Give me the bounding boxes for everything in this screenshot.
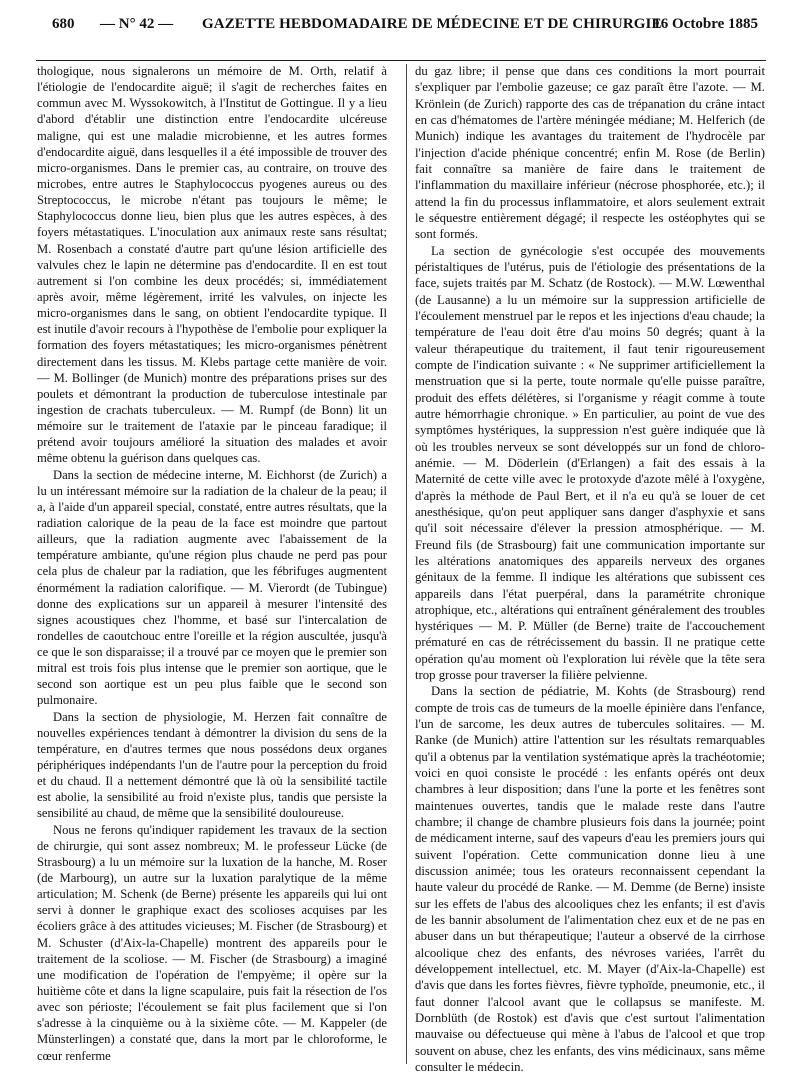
page-number: 680 <box>52 16 75 32</box>
paragraph: du gaz libre; il pense que dans ces conditions la mort pourrait s'expliquer par l'embolie gazeuse; ce gaz paraît être l'azote. — M. Krönlein (de Zurich) rapporte des cas de trépanation du crâne intact en cas d'hématomes de l'artère méningée médiane; M. Helferich (de Munich) indique les avantages du traitement de l'hydrocèle par l'injection d'acide phénique concentré; enfin M. Rose (de Berlin) fait connaître sa manière de faire dans le traitement de l'inflammation du maxillaire inférieur (nécrose phosphorée, etc.); il attend la fin du processus inflammatoire, et alors seulement extrait le séquestre entièrement dégagé; il respecte les ostéophytes qui se sont formés. <box>415 64 765 242</box>
paragraph: Nous ne ferons qu'indiquer rapidement les travaux de la section de chirurgie, qui sont assez nombreux; M. le professeur Lücke (de Strasbourg) a lu un mémoire sur la luxation de la hanche, M. Roser (de Marbourg), un autre sur la luxation paralytique de la même articulation; M. Schenk (de Berne) présente les appareils qui lui ont servi à donner le graphique exact des scolioses acquises par les écoliers grâce à des attitudes vicieuses; M. Fischer (de Strasbourg) et M. Schuster (d'Aix-la-Chapelle) montrent des appareils pour le traitement de la scoliose. — M. Fischer (de Strasbourg) a imaginé une modification de l'opération de l'empyème; il opère sur la huitième côte et dans la ligne scapulaire, puis fait la résection de l'os avec son périoste; l'écoulement se fait plus facilement que si l'on s'adresse à la cinquième ou à la sixième côte. — M. Kappeler (de Münsterlingen) a constaté que, dans la mort par le chloroforme, le cœur renferme <box>37 822 387 1063</box>
paragraph: La section de gynécologie s'est occupée des mouvements péristaltiques de l'utérus, puis de l'étiologie des présentations de la face, sujets traités par M. Schatz (de Rostock). — M.W. Lœwenthal (de Lausanne) a lu un mémoire sur la suppression artificielle de l'écoulement menstruel par le repos et les injections d'eau chaude; la température de l'eau doit être d'au moins 50 degrés; quant à la valeur thérapeutique du traitement, il faut tenir rigoureusement compte de l'indication suivante : « Ne supprimer artificiellement la menstruation que si la perte, toute normale qu'elle puisse paraître, produit des effets délétères, si l'organisme y réagit comme à toute autre hémorrhagie chronique. » En particulier, au point de vue des symptômes hystériques, la suppression n'est guère indiquée que là où les troubles nerveux se sont développés sur un fond de chloro-anémie. — M. Döderlein (d'Erlangen) a fait des essais à la Maternité de cette ville avec le protoxyde d'azote mêlé à l'oxygène, d'après la méthode de Paul Bert, et il n'a eu qu'à se louer de cet anesthésique, qu'on peut appliquer sans danger d'asphyxie et sans qu'il soit nécessaire d'élever la pression atmosphérique. — M. Freund fils (de Strasbourg) fait une communication importante sur les altérations anatomiques des appareils nerveux des organes génitaux de la femme. Il indique les altérations que subissent ces appareils dans l'état puerpéral, dans la paramétrite chronique atrophique, etc., altérations qui entraînent généralement des troubles hystériques — M. P. Müller (de Berne) traite de l'accouchement prématuré en cas de rétrécissement du bassin. Il ne pratique cette opération qu'au moment où l'exploration lui révèle que la tête sera trop grosse pour traverser la filière pelvienne. <box>415 243 765 683</box>
right-column <box>415 63 765 1075</box>
paragraph: Dans la section de physiologie, M. Herzen fait connaître de nouvelles expériences tendant à démontrer la division du sens de la température, en d'autres termes que nous possédons deux organes périphériques indépendants l'un de l'autre pour la perception du froid et du chaud. Il a nettement démontré que là où la sensibilité tactile est abolie, la sensibilité au froid n'existe plus, tandis que persiste la sensibilité au chaud, de même que la sensibilité douloureuse. <box>37 709 387 821</box>
issue-number: — N° 42 — <box>100 16 174 32</box>
journal-title: GAZETTE HEBDOMADAIRE DE MÉDECINE ET DE CHIRURGIE <box>202 16 662 32</box>
issue-date: 16 Octobre 1885 <box>653 16 758 32</box>
running-header <box>52 16 758 42</box>
paragraph: thologique, nous signalerons un mémoire de M. Orth, relatif à l'étiologie de l'endocardite aiguë; il s'agit de recherches faites en commun avec M. Wyssokowitch, à l'Institut de Gottingue. Il y a lieu d'abord d'établir une distinction entre l'endocardite ulcéreuse maligne, qui est une maladie microbienne, et les autres formes d'endocardite aiguë, dans lesquelles il a été impossible de trouver des micro-organismes. Dans le premier cas, au contraire, on trouve des microbes, entre autres le Staphylococcus pyogenes aureus ou des Streptococcus, le microbe n'étant pas toujours le même; le Staphylococcus donne lieu, bien plus que les autres espèces, à des foyers métastatiques. L'inoculation aux animaux reste sans résultat; M. Rosenbach a constaté d'autre part qu'une lésion artificielle des valvules chez le lapin ne détermine pas d'endocardite. Il en est tout autrement si l'on combine les deux procédés; si, immédiatement après avoir, même légèrement, irrité les valvules, on injecte les micro-organismes dans le sang, on obtient l'endocardite typique. Il est inutile d'avoir recours à l'hypothèse de l'embolie pour expliquer la formation des foyers métastatiques; les micro-organismes pénètrent directement dans les tissus. M. Klebs partage cette manière de voir. — M. Bollinger (de Munich) montre des préparations prises sur des poulets et démontrant la production de tuberculose intestinale par ingestion de crachats tuberculeux. — M. Rumpf (de Bonn) lit un mémoire sur le traitement de l'ataxie par le pinceau faradique; il prétend avoir toujours amélioré la situation des malades et avoir même obtenu la guérison dans quelques cas. <box>37 64 387 466</box>
header-rule <box>36 60 766 61</box>
column-divider <box>406 64 407 1064</box>
left-column <box>37 63 387 1064</box>
paragraph: Dans la section de médecine interne, M. Eichhorst (de Zurich) a lu un intéressant mémoire sur la radiation de la chaleur de la peau; il a, à l'aide d'un appareil special, constaté, entre autres résultats, que la radiation calorique de la peau de la face est moindre que partout ailleurs, que la radiation augmente avec l'abaissement de la température ambiante, qu'une région plus chaude ne perd pas pour cela plus de chaleur par la radiation, que les fébrifuges augmentent énormément la radiation calorifique. — M. Vierordt (de Tubingue) donne des explications sur un appareil à mesurer l'intensité des signes acoustiques chez l'homme, et basé sur l'intercalation de rondelles de caoutchouc entre l'oreille et la région auscultée, jusqu'à ce que le son disparaisse; il a trouvé par ce moyen que le premier son mitral est trois fois plus intense que le premier son aortique, que le second son aortique est un peu plus faible que le second son pulmonaire. <box>37 467 387 708</box>
paragraph: Dans la section de pédiatrie, M. Kohts (de Strasbourg) rend compte de trois cas de tumeurs de la moelle épinière dans l'enfance, l'un de sarcome, les deux autres de tubercules solitaires. — M. Ranke (de Munich) attire l'attention sur les résultats remarquables qu'il a obtenus par la ventilation systématique après la trachéotomie; voici en quoi consiste le procédé : les enfants opérés ont deux chambres à leur disposition; dans l'une la porte et les fenêtres sont maintenues ouvertes, tandis que le malade reste dans l'autre chambre; il change de chambre plusieurs fois dans la journée; point de médicament interne, sauf des vapeurs d'eau les premiers jours qui suivent l'opération. Cette communication donne lieu à une discussion animée; tous les orateurs reconnaissent cependant la haute valeur du procédé de Ranke. — M. Demme (de Berne) insiste sur les effets de l'abus des alcooliques chez les enfants; il est d'avis de les bannir absolument de l'alimentation chez eux et de ne pas en abuser dans un but thérapeutique; l'auteur a observé de la cirrhose alcoolique chez des enfants, des névroses variées, l'arrêt du développement intellectuel, etc. M. Mayer (d'Aix-la-Chapelle) est d'avis que dans les fortes fièvres, fièvre typhoïde, pneumonie, etc., il faut donner l'alcool avant que le collapsus se manifeste. M. Dornblüth (de Rostok) est d'avis que c'est surtout l'alimentation mauvaise ou défectueuse qui mène à l'abus de l'alcool et que trop souvent on abuse, chez les enfants, des vins médicinaux, sans même consulter le médecin. <box>415 684 765 1075</box>
